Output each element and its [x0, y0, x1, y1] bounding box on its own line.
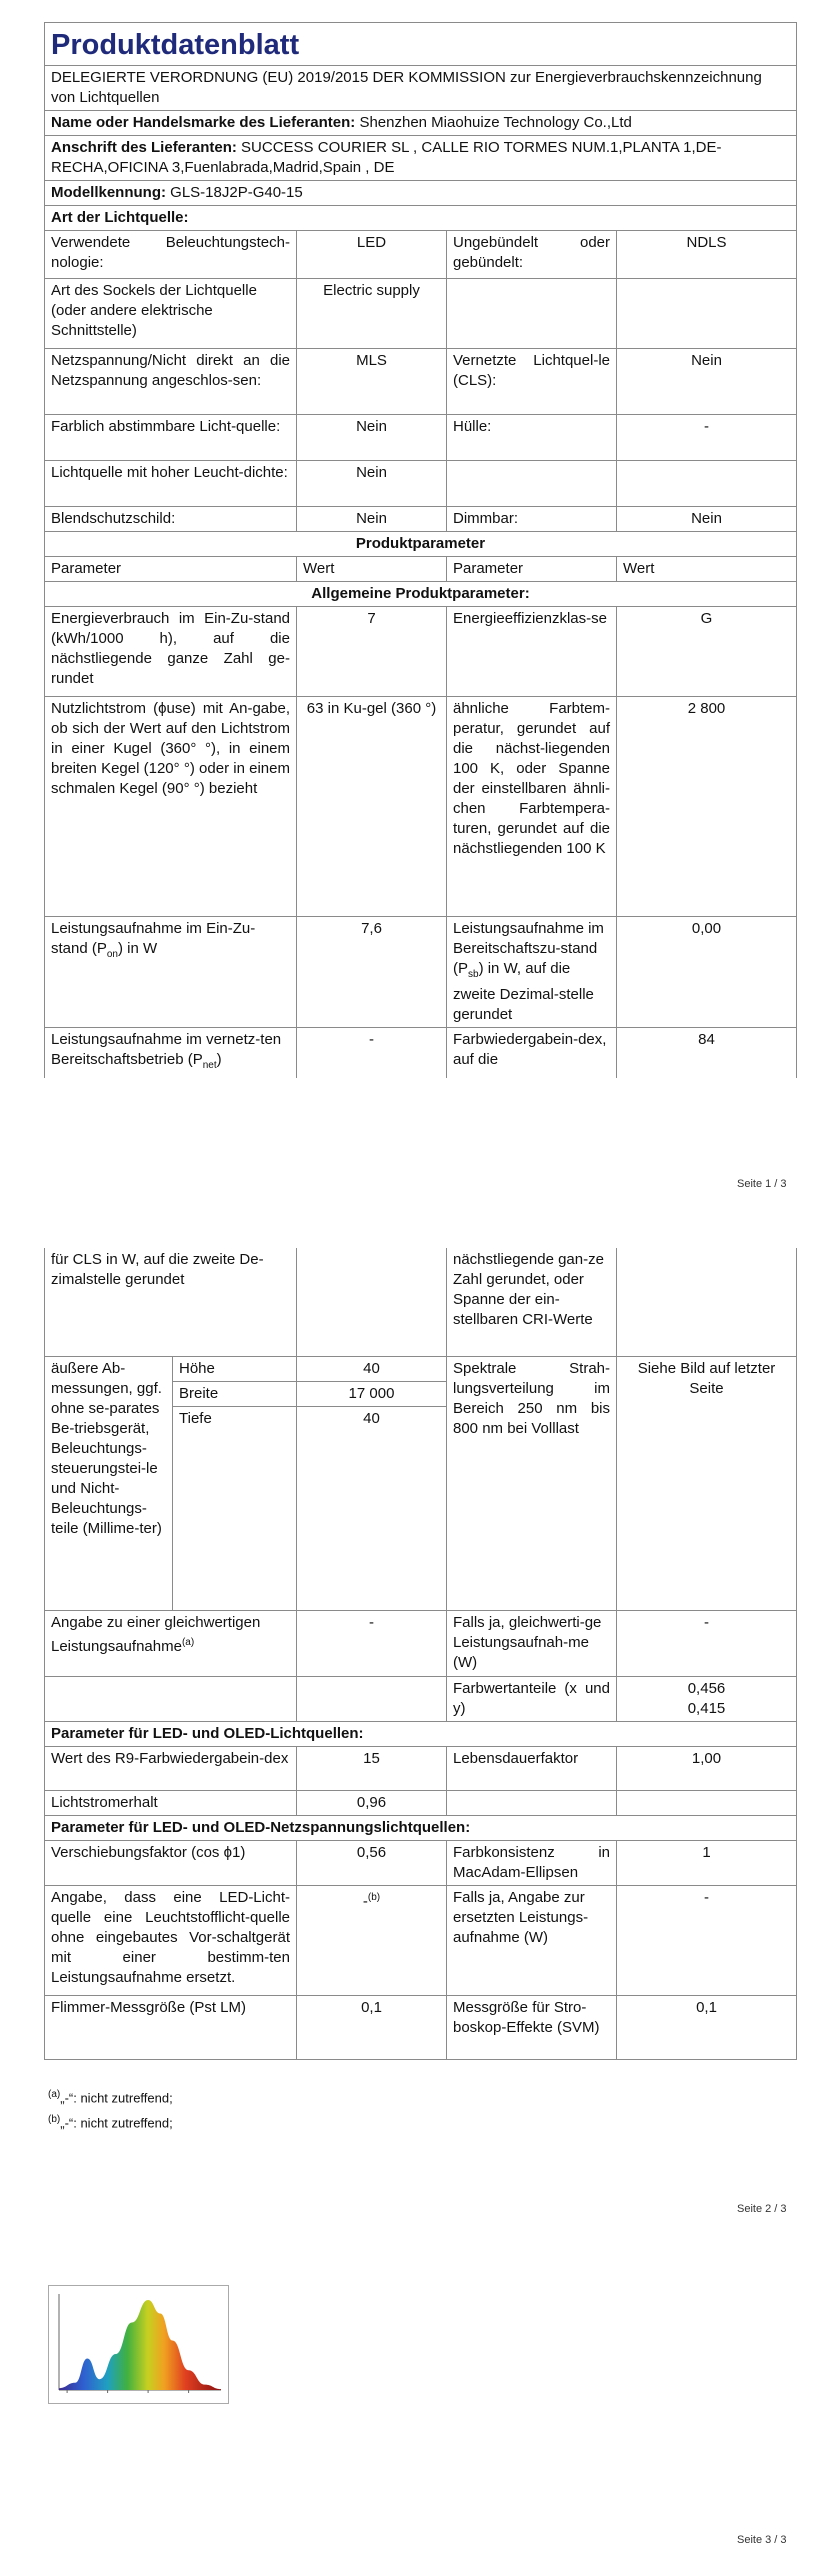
param-value-cell: G	[617, 607, 797, 697]
type-value-cell: NDLS	[617, 231, 797, 279]
col-header-value: Wert	[297, 557, 447, 582]
type-value-cell: Nein	[617, 507, 797, 532]
spectrum-area	[59, 2300, 221, 2390]
param-value-cell: -	[617, 1610, 797, 1676]
param-label-cell: Farbwiedergabein-dex, auf die	[447, 1028, 617, 1079]
type-section-label: Art der Lichtquelle:	[45, 206, 797, 231]
dimension-key: Breite	[173, 1381, 297, 1406]
col-header-value: Wert	[617, 557, 797, 582]
param-label-cell: Farbkonsistenz in MacAdam-Ellipsen	[447, 1840, 617, 1885]
type-label-cell: Farblich abstimmbare Licht-quelle:	[45, 415, 297, 461]
param-value-cell: -	[297, 1610, 447, 1676]
param-label-cell: Verschiebungsfaktor (cos ϕ1)	[45, 1840, 297, 1885]
param-label-cell: Angabe, dass eine LED-Licht-quelle eine Leuchtstofflicht-quelle ohne eingebautes Vor-schaltgerät mit einer bestimm-ten Leistungsaufnahme ersetzt.	[45, 1885, 297, 1995]
type-value-cell: Nein	[297, 507, 447, 532]
power-on-label-end: ) in W	[118, 940, 158, 957]
supplier-address-row	[45, 136, 797, 181]
type-value-cell: Nein	[617, 349, 797, 415]
type-label-cell: Vernetzte Lichtquel-le (CLS):	[447, 349, 617, 415]
param-label-cell: Nutzlichtstrom (ϕuse) mit An-gabe, ob sich der Wert auf den Lichtstrom in einer Kugel (360° °), in einem breiten Kegel (120° °) oder in einem schmalen Kegel (90° °) bezieht	[45, 697, 297, 917]
power-sb-label: Leistungsaufnahme im Bereitschaftszu-stand (P	[453, 920, 604, 977]
dimension-key: Höhe	[173, 1356, 297, 1381]
type-value-cell: Nein	[297, 461, 447, 507]
param-label-cell: Wert des R9-Farbwiedergabein-dex	[45, 1746, 297, 1790]
param-label-cell: ähnliche Farbtem-peratur, gerundet auf die nächst-liegenden 100 K, oder Spanne der einstellbaren ähnli-chen Farbtempera-turen, gerundet auf die nächstliegenden 100 K	[447, 697, 617, 917]
param-label-cell	[45, 1676, 297, 1721]
param-value-cell: 0,96	[297, 1790, 447, 1815]
param-label-cell: Lichtstromerhalt	[45, 1790, 297, 1815]
param-label-cell: Flimmer-Messgröße (Pst LM)	[45, 1995, 297, 2059]
type-value-cell	[617, 279, 797, 349]
type-value-cell: MLS	[297, 349, 447, 415]
replace-value: -	[362, 1892, 368, 1910]
type-label-cell: Verwendete Beleuchtungstech-nologie:	[45, 231, 297, 279]
supplier-address: SUCCESS COURIER SL , CALLE RIO TORMES NUM.1,PLANTA 1,DE-RECHA,OFICINA 3,Fuenlabrada,Madrid,Spain , DE	[51, 139, 722, 176]
supplier-name: Shenzhen Miaohuize Technology Co.,Ltd	[359, 114, 632, 131]
param-label-cell	[447, 917, 617, 1028]
power-sb-label-end: ) in W, auf die zweite Dezimal-stelle gerundet	[453, 960, 594, 1023]
general-params-heading: Allgemeine Produktparameter:	[45, 582, 797, 607]
type-value-cell: LED	[297, 231, 447, 279]
param-value-cell: 7	[297, 607, 447, 697]
regulation-text: DELEGIERTE VERORDNUNG (EU) 2019/2015 DER KOMMISSION zur Energieverbrauchskennzeichnung von Lichtquellen	[45, 66, 797, 111]
param-value-cell	[297, 1676, 447, 1721]
param-label-cell	[45, 917, 297, 1028]
type-value-cell	[617, 461, 797, 507]
spectrum-chart-svg	[49, 2286, 228, 2403]
param-value-cell: 0,56	[297, 1840, 447, 1885]
mains-params-heading: Parameter für LED- und OLED-Netzspannungslichtquellen:	[45, 1815, 797, 1840]
param-value-cell	[617, 1790, 797, 1815]
param-value-cell	[297, 1248, 447, 1356]
footnote-b-text: „-“: nicht zutreffend;	[60, 2115, 173, 2131]
page-1	[0, 0, 821, 1200]
type-label-cell: Art des Sockels der Lichtquelle (oder andere elektrische Schnittstelle)	[45, 279, 297, 349]
param-value-cell: 0,1	[297, 1995, 447, 2059]
param-value-cell: 1,00	[617, 1746, 797, 1790]
spectrum-chart	[48, 2285, 229, 2404]
spectrum-value: Siehe Bild auf letzter Seite	[617, 1356, 797, 1610]
param-label-cell: Falls ja, gleichwerti-ge Leistungsaufnah-me (W)	[447, 1610, 617, 1676]
type-label-cell: Netzspannung/Nicht direkt an die Netzspannung angeschlos-sen:	[45, 349, 297, 415]
product-params-heading: Produktparameter	[45, 532, 797, 557]
type-label-cell	[447, 461, 617, 507]
type-value-cell: -	[617, 415, 797, 461]
type-value-cell: Electric supply	[297, 279, 447, 349]
type-label-cell: Hülle:	[447, 415, 617, 461]
equiv-sup: (a)	[181, 1636, 195, 1648]
param-label-cell: für CLS in W, auf die zweite De-zimalstelle gerundet	[45, 1248, 297, 1356]
type-label-cell: Ungebündelt oder gebündelt:	[447, 231, 617, 279]
supplier-name-label: Name oder Handelsmarke des Lieferanten:	[51, 114, 356, 131]
param-label-cell: Messgröße für Stro-boskop-Effekte (SVM)	[447, 1995, 617, 2059]
power-sb-sub: sb	[468, 969, 479, 980]
col-header-param: Parameter	[447, 557, 617, 582]
footnotes	[48, 2084, 173, 2135]
param-label-cell: nächstliegende gan-ze Zahl gerundet, oder Spanne der ein-stellbaren CRI-Werte	[447, 1248, 617, 1356]
param-value-cell	[617, 1676, 797, 1721]
param-value-cell	[297, 1885, 447, 1995]
dimension-key: Tiefe	[173, 1406, 297, 1610]
param-value-cell: 1	[617, 1840, 797, 1885]
dimension-value: 40	[297, 1356, 447, 1381]
param-value-cell: 7,6	[297, 917, 447, 1028]
dimensions-label: äußere Ab-messungen, ggf. ohne se-parates Be-triebsgerät, Beleuchtungs-steuerungstei-le und Nicht-Beleuchtungs-teile (Millime-ter)	[45, 1356, 173, 1610]
param-label-cell: Energieverbrauch im Ein-Zu-stand (kWh/1000 h), auf die nächstliegende ganze Zahl ge-rundet	[45, 607, 297, 697]
param-label-cell	[45, 1610, 297, 1676]
datasheet-table-page-1	[44, 22, 797, 1078]
page-2	[0, 1248, 821, 2248]
power-net-label-end: )	[216, 1051, 222, 1068]
page-footer: Seite 2 / 3	[737, 2203, 787, 2215]
param-value-cell: 84	[617, 1028, 797, 1079]
model-label: Modellkennung:	[51, 184, 166, 201]
power-on-sub: on	[106, 949, 118, 960]
chroma-x: 0,456	[687, 1679, 726, 1697]
footnote-b	[48, 2109, 173, 2134]
param-label-cell: Lebensdauerfaktor	[447, 1746, 617, 1790]
param-value-cell: 0,1	[617, 1995, 797, 2059]
param-value-cell: -	[297, 1028, 447, 1079]
param-value-cell: 2 800	[617, 697, 797, 917]
col-header-param: Parameter	[45, 557, 297, 582]
param-value-cell: -	[617, 1885, 797, 1995]
param-value-cell	[617, 1248, 797, 1356]
datasheet-table-page-2	[44, 1248, 797, 2060]
param-value-cell: 0,00	[617, 917, 797, 1028]
page-footer: Seite 3 / 3	[737, 2534, 787, 2546]
type-label-cell: Lichtquelle mit hoher Leucht-dichte:	[45, 461, 297, 507]
power-net-sub: net	[202, 1060, 217, 1071]
chroma-y: 0,415	[687, 1699, 726, 1717]
param-value-cell: 15	[297, 1746, 447, 1790]
model-row	[45, 181, 797, 206]
page-footer: Seite 1 / 3	[737, 1178, 787, 1190]
supplier-address-label: Anschrift des Lieferanten:	[51, 139, 237, 156]
led-params-heading: Parameter für LED- und OLED-Lichtquellen:	[45, 1721, 797, 1746]
type-label-cell	[447, 279, 617, 349]
footnote-a-text: „-“: nicht zutreffend;	[60, 2090, 173, 2106]
replace-sup: (b)	[367, 1891, 381, 1903]
power-net-label: Leistungsaufnahme im vernetz-ten Bereitschaftsbetrieb (P	[51, 1031, 282, 1068]
spectrum-label: Spektrale Strah-lungsverteilung im Bereich 250 nm bis 800 nm bei Volllast	[447, 1356, 617, 1610]
equiv-label: Angabe zu einer gleichwertigen Leistungsaufnahme	[51, 1613, 261, 1655]
type-label-cell: Blendschutzschild:	[45, 507, 297, 532]
type-value-cell: Nein	[297, 415, 447, 461]
type-label-cell: Dimmbar:	[447, 507, 617, 532]
footnote-b-mark: (b)	[48, 2114, 61, 2126]
footnote-a-mark: (a)	[48, 2089, 61, 2100]
supplier-name-row	[45, 111, 797, 136]
power-on-label: Leistungsaufnahme im Ein-Zu-stand (P	[51, 920, 256, 957]
page-title: Produktdatenblatt	[45, 23, 797, 66]
footnote-a	[48, 2084, 173, 2109]
dimension-value: 40	[297, 1406, 447, 1610]
param-label-cell	[45, 1028, 297, 1079]
param-label-cell: Farbwertanteile (x und y)	[447, 1676, 617, 1721]
dimension-value: 17 000	[297, 1381, 447, 1406]
param-label-cell: Falls ja, Angabe zur ersetzten Leistungs-aufnahme (W)	[447, 1885, 617, 1995]
param-value-cell: 63 in Ku-gel (360 °)	[297, 697, 447, 917]
param-label-cell: Energieeffizienzklas-se	[447, 607, 617, 697]
param-label-cell	[447, 1790, 617, 1815]
model-id: GLS-18J2P-G40-15	[170, 184, 303, 201]
